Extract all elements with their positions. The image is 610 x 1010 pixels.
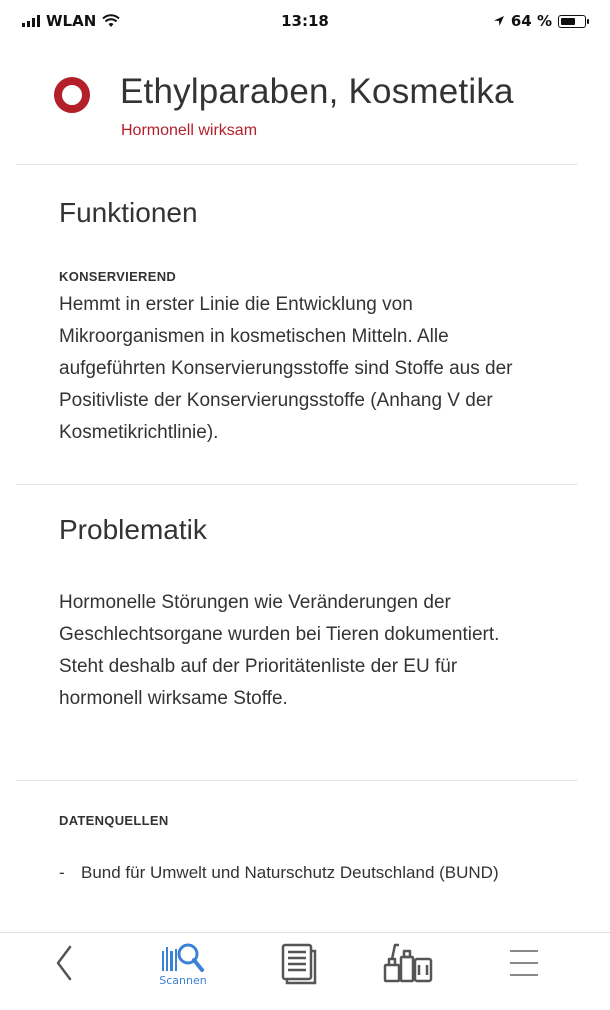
divider	[16, 164, 578, 165]
tab-bar	[0, 932, 610, 1010]
tab-scannen-label: Scannen	[159, 974, 207, 987]
back-button[interactable]	[34, 941, 94, 1001]
location-arrow-icon	[493, 15, 505, 27]
funktion-description: Hemmt in erster Linie die Entwicklung von Mikroorganismen in kosmetischen Mitteln. Alle aufgeführten Konservierungsstoffe sind Stoffe aus der Positivliste der Konservierungsstoffe (Anhang V der Kosmetikrichtlinie).	[59, 294, 513, 443]
funktionen-heading: Funktionen	[59, 197, 198, 228]
status-bar-right	[493, 12, 586, 30]
tab-documents[interactable]	[267, 941, 327, 1001]
datenquellen-label: DATENQUELLEN	[59, 813, 169, 828]
document-list-icon	[275, 941, 319, 985]
funktion-label: KONSERVIEREND	[59, 269, 177, 284]
clock: 13:18	[281, 12, 329, 30]
problematik-description: Hormonelle Störungen wie Veränderungen der Geschlechtsorgane wurden bei Tieren dokumentiert. Steht deshalb auf der Prioritätenliste der EU für hormonell wirksame Stoffe.	[59, 592, 500, 709]
battery-percent: 64 %	[510, 12, 552, 30]
substance-header	[0, 66, 610, 164]
back-chevron-icon	[44, 941, 84, 985]
barcode-scan-icon	[159, 941, 207, 973]
divider	[16, 484, 578, 485]
source-list-item[interactable]	[59, 859, 529, 886]
status-bar	[0, 0, 610, 44]
tab-products[interactable]	[378, 941, 438, 1001]
carrier-label: WLAN	[46, 12, 97, 30]
source-name: Bund für Umwelt und Naturschutz Deutschland (BUND)	[81, 863, 499, 882]
divider	[16, 780, 578, 781]
rating-subtitle: Hormonell wirksam	[121, 122, 258, 139]
rating-circle-icon	[54, 77, 90, 113]
list-dash: -	[59, 863, 65, 882]
battery-fill	[561, 18, 575, 25]
battery-icon	[558, 15, 586, 28]
menu-icon	[504, 941, 544, 985]
page-title: Ethylparaben, Kosmetika	[120, 72, 514, 111]
tab-menu[interactable]	[494, 941, 554, 1001]
tab-scannen[interactable]	[153, 941, 213, 1001]
products-icon	[381, 941, 435, 985]
problematik-heading: Problematik	[59, 514, 207, 545]
